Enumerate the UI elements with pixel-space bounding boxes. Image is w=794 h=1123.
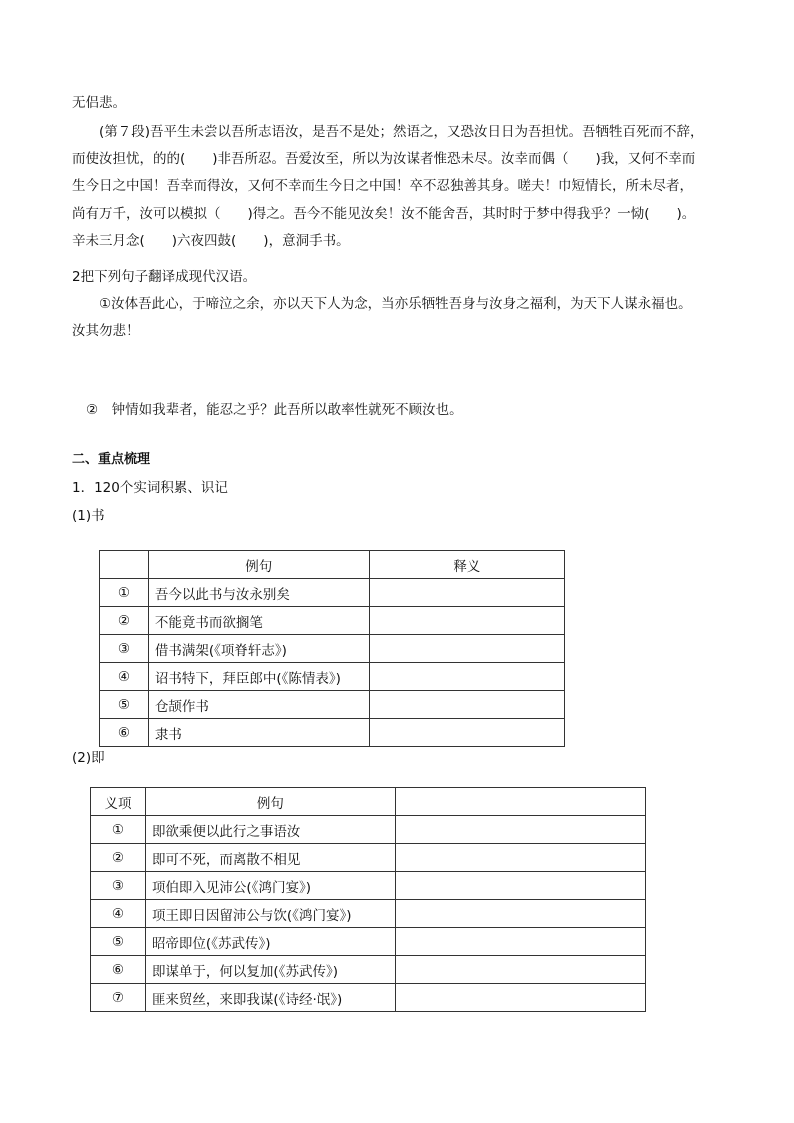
answer-cell[interactable]: [395, 928, 645, 956]
example-sentence: 即谋单于，何以复加(《苏武传》): [145, 956, 395, 984]
answer-cell[interactable]: [395, 872, 645, 900]
passage-line: 而使汝担忧，的的( )非吾所忍。吾爱汝至，所以为汝谋者惟恐未尽。汝幸而偶（ )我，又何不幸而: [72, 151, 696, 167]
row-number: ⑥: [91, 956, 146, 984]
table-row: [100, 691, 565, 719]
row-number: ⑥: [100, 719, 149, 747]
example-sentence: 吾今以此书与汝永别矣: [148, 579, 369, 607]
table-row: [91, 956, 646, 984]
row-number: ④: [100, 663, 149, 691]
example-sentence: 项伯即入见沛公(《鸿门宴》): [145, 872, 395, 900]
answer-cell[interactable]: [395, 844, 645, 872]
table-row: [91, 844, 646, 872]
row-number: ②: [100, 607, 149, 635]
example-sentence: 仓颉作书: [148, 691, 369, 719]
passage-line: 生今日之中国！吾幸而得汝，又何不幸而生今日之中国！卒不忍独善其身。嗟夫！巾短情长，所未尽者，: [72, 178, 693, 194]
exercise-item-1-line-2: 汝其勿悲！: [72, 323, 140, 339]
passage-line: 无侣悲。: [72, 95, 126, 111]
example-sentence: 即可不死，而离散不相见: [145, 844, 395, 872]
row-number: ①: [91, 816, 146, 844]
row-number: ③: [100, 635, 149, 663]
exercise-instruction: 2把下列句子翻译成现代汉语。: [72, 269, 257, 285]
answer-cell[interactable]: [395, 956, 645, 984]
example-sentence: 昭帝即位(《苏武传》): [145, 928, 395, 956]
row-number: ⑤: [100, 691, 149, 719]
passage-line: (第７段)吾平生未尝以吾所志语汝，是吾不是处；然语之，又恐汝日日为吾担忧。吾牺牲百死而不辞，: [99, 124, 704, 140]
row-number: ⑦: [91, 984, 146, 1012]
example-sentence: 诏书特下，拜臣郎中(《陈情表》): [148, 663, 369, 691]
answer-cell[interactable]: [395, 816, 645, 844]
section-subheading: 1．120个实词积累、识记: [72, 480, 228, 496]
meaning-cell[interactable]: [369, 635, 564, 663]
table2-label: (2)即: [72, 750, 105, 766]
meaning-cell[interactable]: [369, 691, 564, 719]
row-number: ②: [91, 844, 146, 872]
table-row: [91, 900, 646, 928]
answer-cell[interactable]: [395, 900, 645, 928]
word-table-ji: [90, 787, 646, 1012]
passage-line: 辛未三月念( )六夜四鼓( )，意洞手书。: [72, 233, 350, 249]
table-row: [100, 607, 565, 635]
meaning-cell[interactable]: [369, 579, 564, 607]
word-table-shu: [99, 550, 565, 747]
table-header-row: [100, 551, 565, 579]
table-row: [91, 816, 646, 844]
row-number: ③: [91, 872, 146, 900]
meaning-cell[interactable]: [369, 719, 564, 747]
example-sentence: 项王即日因留沛公与饮(《鸿门宴》): [145, 900, 395, 928]
table-row: [100, 719, 565, 747]
table-row: [91, 984, 646, 1012]
example-sentence: 借书满架(《项脊轩志》): [148, 635, 369, 663]
table-row: [100, 663, 565, 691]
example-sentence: 匪来贸丝，来即我谋(《诗经·氓》): [145, 984, 395, 1012]
table1-label: (1)书: [72, 508, 105, 524]
table-header-cell: 释义: [369, 551, 564, 579]
table-header-cell: [100, 551, 149, 579]
example-sentence: 隶书: [148, 719, 369, 747]
table-row: [91, 872, 646, 900]
passage-line: 尚有万千，汝可以模拟（ )得之。吾今不能见汝矣！汝不能舍吾，其时时于梦中得我乎？一恸( )。: [72, 206, 696, 222]
table-header-cell: 例句: [145, 788, 395, 816]
row-number: ⑤: [91, 928, 146, 956]
meaning-cell[interactable]: [369, 607, 564, 635]
row-number: ①: [100, 579, 149, 607]
example-sentence: 即欲乘便以此行之事语汝: [145, 816, 395, 844]
table-row: [100, 579, 565, 607]
table-header-cell: 例句: [148, 551, 369, 579]
table-header-cell: 义项: [91, 788, 146, 816]
table-row: [100, 635, 565, 663]
exercise-item-2: ② 钟情如我辈者，能忍之乎？此吾所以敢率性就死不顾汝也。: [86, 402, 463, 418]
row-number: ④: [91, 900, 146, 928]
exercise-item-1-line-1: ①汝体吾此心，于啼泣之余，亦以天下人为念，当亦乐牺牲吾身与汝身之福利，为天下人谋永福也。: [99, 296, 692, 312]
answer-cell[interactable]: [395, 984, 645, 1012]
table-row: [91, 928, 646, 956]
table-header-row: [91, 788, 646, 816]
example-sentence: 不能竟书而欲搁笔: [148, 607, 369, 635]
table-header-cell: [395, 788, 645, 816]
meaning-cell[interactable]: [369, 663, 564, 691]
section-heading: 二、重点梳理: [72, 452, 151, 467]
